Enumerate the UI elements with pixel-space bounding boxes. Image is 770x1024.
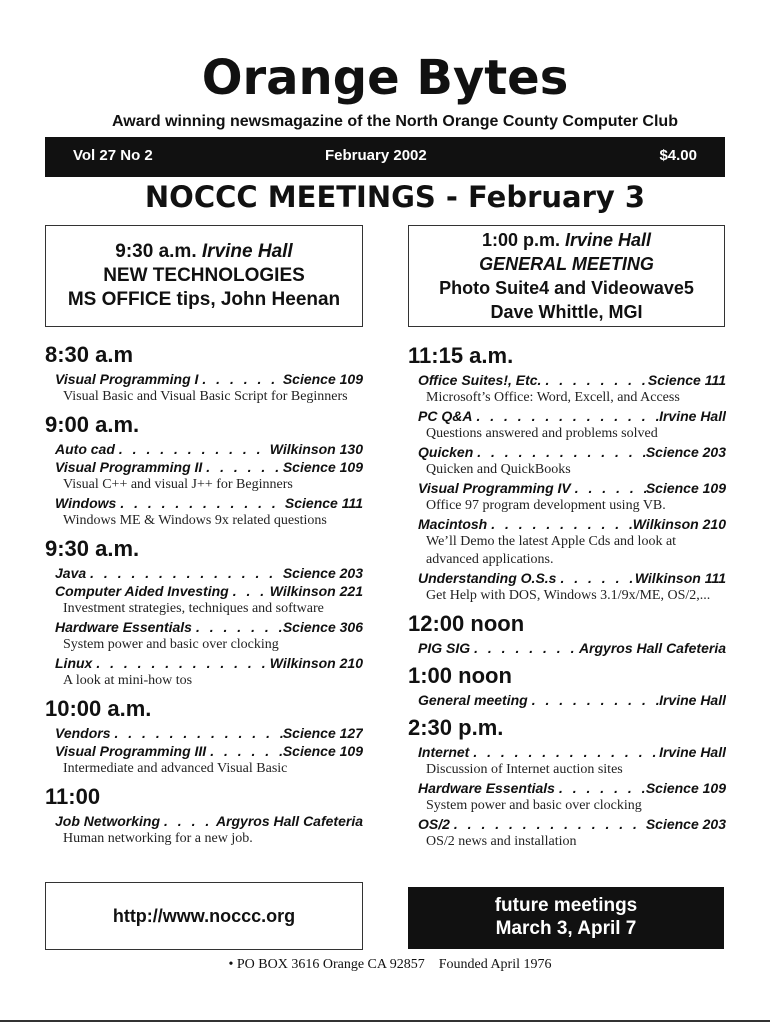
dot-leader [487, 515, 633, 533]
website-url[interactable]: http://www.noccc.org [45, 882, 363, 950]
session-room: Wilkinson 130 [269, 441, 363, 457]
session-description: Microsoft’s Office: Word, Excell, and Access [426, 390, 680, 405]
session-row [408, 407, 726, 425]
session-name: Vendors [55, 725, 111, 741]
page-headline: NOCCC MEETINGS - February 3 [144, 180, 646, 214]
dot-leader [202, 458, 283, 476]
session-name: Office Suites!, Etc. [418, 372, 542, 388]
right-schedule-column [408, 343, 726, 851]
right-feature-box [408, 225, 725, 327]
footer-address: • PO BOX 3616 Orange CA 92857 [228, 957, 425, 972]
session-time: 11:00 [45, 784, 101, 809]
session-name: Internet [418, 744, 470, 760]
dot-leader [160, 812, 216, 830]
masthead-subtitle: Award winning newsmagazine of the North Orange County Computer Club [112, 113, 678, 130]
dot-leader [115, 440, 270, 458]
session-row [45, 724, 363, 742]
session-room: Wilkinson 111 [634, 570, 726, 586]
session-description: Discussion of Internet auction sites [426, 762, 623, 777]
footer-founded: Founded April 1976 [438, 957, 552, 972]
session-description: System power and basic over clocking [63, 637, 279, 652]
session-name: General meeting [418, 692, 528, 708]
session-room: Science 127 [282, 725, 363, 741]
session-description: Intermediate and advanced Visual Basic [63, 761, 288, 776]
session-name: Job Networking [55, 813, 161, 829]
session-row [408, 691, 726, 709]
session-row [408, 443, 726, 461]
issue-bar [45, 137, 725, 177]
dot-leader [571, 479, 646, 497]
dot-leader [472, 407, 659, 425]
session-name: Hardware Essentials [418, 780, 555, 796]
session-time: 12:00 noon [408, 611, 525, 636]
left-box-line2: NEW TECHNOLOGIES [103, 265, 305, 286]
dot-leader [192, 618, 283, 636]
session-room: Science 203 [645, 816, 726, 832]
left-box-line3: MS OFFICE tips, John Heenan [67, 289, 341, 310]
dot-leader [111, 724, 283, 742]
left-box-time: 9:30 a.m. [115, 241, 197, 262]
right-box-line2: GENERAL MEETING [479, 254, 654, 274]
dot-leader [116, 494, 285, 512]
session-room: Argyros Hall Cafeteria [215, 813, 363, 829]
session-room: Wilkinson 210 [632, 516, 726, 532]
session-description: Windows ME & Windows 9x related questions [63, 513, 327, 528]
session-name: PIG SIG [418, 640, 471, 656]
session-row [408, 743, 726, 761]
session-description: Visual Basic and Visual Basic Script for Beginners [63, 389, 348, 404]
dot-leader [206, 742, 283, 760]
left-feature-box [45, 225, 363, 327]
session-room: Science 203 [282, 565, 363, 581]
session-room: Irvine Hall [659, 408, 726, 424]
dot-leader [528, 691, 659, 709]
left-schedule-column [45, 342, 363, 848]
session-row [45, 812, 363, 830]
session-name: Windows [55, 495, 117, 511]
dot-leader [473, 443, 646, 461]
session-name: Java [55, 565, 87, 581]
dot-leader [450, 815, 646, 833]
issue-price: $4.00 [659, 147, 697, 164]
session-name: Visual Programming II [55, 459, 203, 475]
session-room: Argyros Hall Cafeteria [578, 640, 726, 656]
session-description: System power and basic over clocking [426, 798, 642, 813]
session-row [45, 742, 363, 760]
dot-leader [556, 569, 634, 587]
session-time: 9:00 a.m. [45, 412, 140, 437]
session-time: 9:30 a.m. [45, 536, 140, 561]
session-description: Questions answered and problems solved [426, 426, 658, 441]
session-room: Science 109 [282, 743, 363, 759]
future-meetings-box [408, 887, 724, 949]
session-row [45, 458, 363, 476]
session-room: Irvine Hall [659, 744, 726, 760]
session-room: Science 111 [284, 495, 363, 511]
session-description: Quicken and QuickBooks [426, 462, 571, 477]
session-description: We’ll Demo the latest Apple Cds and look at advanced applications. [426, 534, 677, 567]
dot-leader [198, 370, 282, 388]
session-description: Human networking for a new job. [63, 831, 253, 846]
session-row [408, 639, 726, 657]
session-name: Auto cad [55, 441, 115, 457]
session-room: Irvine Hall [659, 692, 726, 708]
session-row [45, 370, 363, 388]
session-room: Science 111 [647, 372, 726, 388]
issue-date: February 2002 [325, 147, 427, 164]
session-row [408, 779, 726, 797]
session-row [45, 618, 363, 636]
masthead-title: Orange Bytes [201, 50, 569, 106]
dot-leader [92, 654, 269, 672]
session-name: OS/2 [418, 816, 450, 832]
session-room: Science 109 [645, 780, 726, 796]
session-room: Science 203 [645, 444, 726, 460]
dot-leader [229, 582, 270, 600]
session-room: Wilkinson 221 [269, 583, 363, 599]
session-row [45, 564, 363, 582]
session-room: Science 109 [282, 459, 363, 475]
session-name: Computer Aided Investing [55, 583, 229, 599]
right-box-place: Irvine Hall [565, 230, 652, 250]
dot-leader [469, 743, 659, 761]
session-row [408, 479, 726, 497]
session-time: 1:00 noon [408, 663, 512, 688]
session-row [408, 815, 726, 833]
right-box-time: 1:00 p.m. [481, 230, 560, 250]
bottom-rule [0, 1020, 770, 1022]
session-name: Linux [55, 655, 93, 671]
session-row [45, 440, 363, 458]
session-time: 10:00 a.m. [45, 696, 152, 721]
session-row [45, 582, 363, 600]
session-row [408, 515, 726, 533]
session-description: Get Help with DOS, Windows 3.1/9x/ME, OS/2,... [426, 588, 711, 603]
session-time: 2:30 p.m. [408, 715, 504, 740]
dot-leader [86, 564, 283, 582]
session-name: Visual Programming I [55, 371, 199, 387]
dot-leader [555, 779, 646, 797]
dot-leader [470, 639, 579, 657]
session-description: A look at mini-how tos [63, 673, 193, 688]
session-name: Macintosh [418, 516, 488, 532]
session-name: Understanding O.S.s [418, 570, 557, 586]
session-room: Science 109 [645, 480, 726, 496]
future-line2: March 3, April 7 [495, 918, 637, 939]
dot-leader [541, 371, 647, 389]
session-room: Science 306 [282, 619, 363, 635]
session-name: Quicken [418, 444, 474, 460]
session-room: Wilkinson 210 [269, 655, 363, 671]
session-row [408, 569, 726, 587]
future-line1: future meetings [494, 895, 638, 916]
session-time: 8:30 a.m [45, 342, 134, 367]
footer [0, 957, 770, 973]
session-description: Visual C++ and visual J++ for Beginners [63, 477, 293, 492]
session-time: 11:15 a.m. [408, 343, 514, 368]
session-name: Visual Programming IV [418, 480, 571, 496]
right-box-line4: Dave Whittle, MGI [490, 302, 643, 322]
session-description: Office 97 program development using VB. [426, 498, 666, 513]
issue-volume: Vol 27 No 2 [73, 147, 153, 164]
session-name: PC Q&A [418, 408, 473, 424]
session-row [45, 494, 363, 512]
session-name: Visual Programming III [55, 743, 207, 759]
session-row [408, 371, 726, 389]
session-row [45, 654, 363, 672]
left-box-place: Irvine Hall [201, 241, 293, 262]
session-room: Science 109 [282, 371, 363, 387]
session-description: Investment strategies, techniques and software [63, 601, 324, 616]
session-name: Hardware Essentials [55, 619, 192, 635]
session-description: OS/2 news and installation [426, 834, 577, 849]
right-box-line3: Photo Suite4 and Videowave5 [439, 278, 694, 298]
